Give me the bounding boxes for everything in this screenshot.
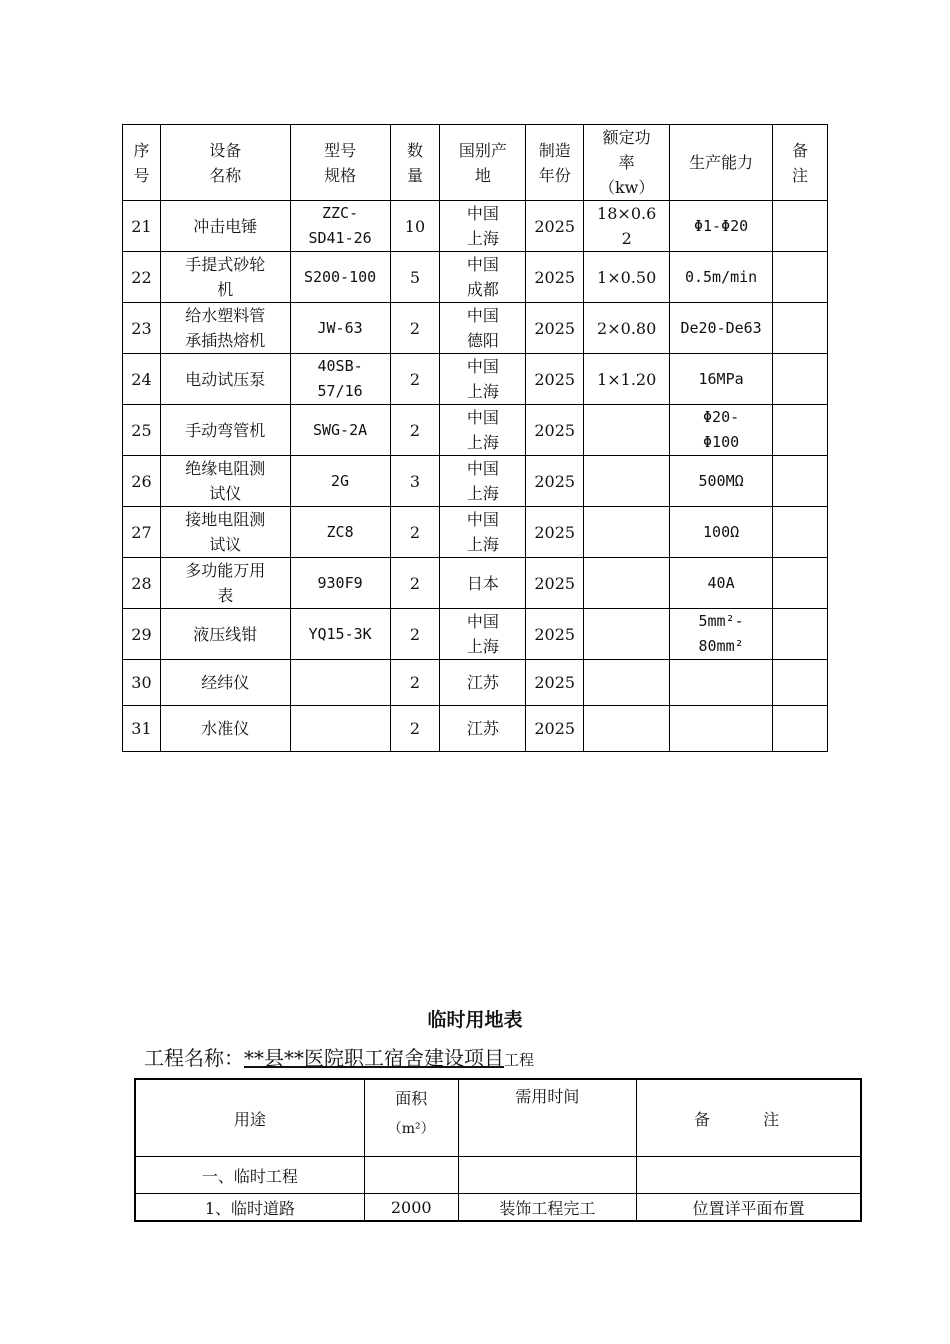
header-cell: 型号 规格 [290, 125, 390, 201]
manufacture-year-cell: 2025 [526, 660, 584, 706]
capacity-cell: De20-De63 [670, 303, 773, 354]
rated-power-cell: 2×0.80 [584, 303, 670, 354]
header-cell-area [364, 1079, 458, 1157]
model-spec-cell: JW-63 [290, 303, 390, 354]
equipment-name-cell: 手提式砂轮 机 [160, 252, 290, 303]
area-label: 面积 [395, 1089, 428, 1108]
header-cell-time: 需用时间 [458, 1079, 636, 1157]
quantity-cell: 2 [390, 706, 440, 752]
equipment-name-cell: 手动弯管机 [160, 405, 290, 456]
remark-cell [773, 456, 828, 507]
land-use-cell: 一、临时工程 [135, 1157, 364, 1194]
row-number-cell: 24 [123, 354, 161, 405]
table-row [123, 201, 828, 252]
header-cell: 数 量 [390, 125, 440, 201]
equipment-name-cell: 冲击电锤 [160, 201, 290, 252]
model-spec-cell: 930F9 [290, 558, 390, 609]
equipment-name-cell: 经纬仪 [160, 660, 290, 706]
land-table-title: 临时用地表 [427, 1009, 523, 1031]
model-spec-cell: SWG-2A [290, 405, 390, 456]
capacity-cell: Φ1-Φ20 [670, 201, 773, 252]
origin-cell: 中国 上海 [440, 507, 526, 558]
project-name: **县**医院职工宿舍建设项目 [244, 1046, 504, 1070]
manufacture-year-cell: 2025 [526, 201, 584, 252]
model-spec-cell [290, 660, 390, 706]
capacity-cell: 500MΩ [670, 456, 773, 507]
row-number-cell: 27 [123, 507, 161, 558]
rated-power-cell [584, 558, 670, 609]
equipment-name-cell: 绝缘电阻测 试仪 [160, 456, 290, 507]
table-row [123, 354, 828, 405]
manufacture-year-cell: 2025 [526, 706, 584, 752]
land-time-cell: 装饰工程完工 [458, 1194, 636, 1222]
row-number-cell: 30 [123, 660, 161, 706]
remark-cell [773, 558, 828, 609]
capacity-cell: 0.5m/min [670, 252, 773, 303]
land-area-cell: 2000 [364, 1194, 458, 1222]
table-row [123, 456, 828, 507]
rated-power-cell: 1×1.20 [584, 354, 670, 405]
table-row [123, 706, 828, 752]
table-row [123, 405, 828, 456]
table-row [123, 660, 828, 706]
equipment-name-cell: 给水塑料管 承插热熔机 [160, 303, 290, 354]
origin-cell: 中国 上海 [440, 405, 526, 456]
origin-cell: 中国 上海 [440, 354, 526, 405]
origin-cell: 中国 上海 [440, 456, 526, 507]
row-number-cell: 25 [123, 405, 161, 456]
land-time-cell [458, 1157, 636, 1194]
model-spec-cell [290, 706, 390, 752]
rated-power-cell [584, 660, 670, 706]
model-spec-cell: 40SB- 57/16 [290, 354, 390, 405]
rated-power-cell [584, 405, 670, 456]
model-spec-cell: S200-100 [290, 252, 390, 303]
table-header-row [135, 1079, 861, 1157]
table-row [123, 558, 828, 609]
area-unit: （m²） [387, 1121, 435, 1137]
row-number-cell: 22 [123, 252, 161, 303]
remark-cell [773, 660, 828, 706]
capacity-cell [670, 706, 773, 752]
table-row [123, 609, 828, 660]
note-label: 备 注 [694, 1109, 804, 1129]
land-note-cell [637, 1157, 861, 1194]
capacity-cell: 40A [670, 558, 773, 609]
model-spec-cell: ZZC- SD41-26 [290, 201, 390, 252]
rated-power-cell [584, 456, 670, 507]
header-cell-use: 用途 [135, 1079, 364, 1157]
origin-cell: 江苏 [440, 660, 526, 706]
header-cell: 备 注 [773, 125, 828, 201]
table-row [123, 303, 828, 354]
header-cell: 额定功 率 （kw） [584, 125, 670, 201]
manufacture-year-cell: 2025 [526, 303, 584, 354]
land-note-cell: 位置详平面布置 [637, 1194, 861, 1222]
rated-power-cell [584, 507, 670, 558]
remark-cell [773, 303, 828, 354]
manufacture-year-cell: 2025 [526, 354, 584, 405]
quantity-cell: 2 [390, 660, 440, 706]
table-row [123, 507, 828, 558]
manufacture-year-cell: 2025 [526, 558, 584, 609]
quantity-cell: 2 [390, 609, 440, 660]
capacity-cell: 100Ω [670, 507, 773, 558]
quantity-cell: 10 [390, 201, 440, 252]
manufacture-year-cell: 2025 [526, 405, 584, 456]
origin-cell: 江苏 [440, 706, 526, 752]
project-suffix: 工程 [504, 1051, 535, 1069]
origin-cell: 中国 德阳 [440, 303, 526, 354]
rated-power-cell: 18×0.6 2 [584, 201, 670, 252]
land-area-cell [364, 1157, 458, 1194]
quantity-cell: 2 [390, 303, 440, 354]
table-row [123, 252, 828, 303]
rated-power-cell [584, 609, 670, 660]
manufacture-year-cell: 2025 [526, 456, 584, 507]
project-label: 工程名称： [144, 1046, 244, 1070]
capacity-cell: 16MPa [670, 354, 773, 405]
capacity-cell: Φ20- Φ100 [670, 405, 773, 456]
remark-cell [773, 609, 828, 660]
manufacture-year-cell: 2025 [526, 609, 584, 660]
header-cell: 生产能力 [670, 125, 773, 201]
model-spec-cell: 2G [290, 456, 390, 507]
origin-cell: 中国 上海 [440, 609, 526, 660]
table-row [135, 1157, 861, 1194]
row-number-cell: 29 [123, 609, 161, 660]
remark-cell [773, 201, 828, 252]
row-number-cell: 28 [123, 558, 161, 609]
rated-power-cell: 1×0.50 [584, 252, 670, 303]
remark-cell [773, 706, 828, 752]
origin-cell: 中国 上海 [440, 201, 526, 252]
header-cell: 制造 年份 [526, 125, 584, 201]
model-spec-cell: ZC8 [290, 507, 390, 558]
project-name-line [144, 1042, 534, 1071]
table-header-row [123, 125, 828, 201]
equipment-name-cell: 多功能万用 表 [160, 558, 290, 609]
rated-power-cell [584, 706, 670, 752]
capacity-cell: 5mm²- 80mm² [670, 609, 773, 660]
manufacture-year-cell: 2025 [526, 252, 584, 303]
quantity-cell: 2 [390, 354, 440, 405]
row-number-cell: 31 [123, 706, 161, 752]
land-use-table [134, 1078, 862, 1222]
quantity-cell: 3 [390, 456, 440, 507]
quantity-cell: 2 [390, 507, 440, 558]
remark-cell [773, 354, 828, 405]
quantity-cell: 2 [390, 558, 440, 609]
equipment-name-cell: 液压线钳 [160, 609, 290, 660]
header-cell: 设备 名称 [160, 125, 290, 201]
header-cell-note [637, 1079, 861, 1157]
equipment-name-cell: 接地电阻测 试议 [160, 507, 290, 558]
header-cell: 序 号 [123, 125, 161, 201]
capacity-cell [670, 660, 773, 706]
equipment-name-cell: 水准仪 [160, 706, 290, 752]
remark-cell [773, 405, 828, 456]
quantity-cell: 5 [390, 252, 440, 303]
remark-cell [773, 507, 828, 558]
quantity-cell: 2 [390, 405, 440, 456]
equipment-name-cell: 电动试压泵 [160, 354, 290, 405]
origin-cell: 中国 成都 [440, 252, 526, 303]
row-number-cell: 23 [123, 303, 161, 354]
land-use-cell: 1、临时道路 [135, 1194, 364, 1222]
origin-cell: 日本 [440, 558, 526, 609]
row-number-cell: 26 [123, 456, 161, 507]
equipment-table [122, 124, 828, 752]
header-cell: 国别产 地 [440, 125, 526, 201]
manufacture-year-cell: 2025 [526, 507, 584, 558]
model-spec-cell: YQ15-3K [290, 609, 390, 660]
table-row [135, 1194, 861, 1222]
row-number-cell: 21 [123, 201, 161, 252]
remark-cell [773, 252, 828, 303]
